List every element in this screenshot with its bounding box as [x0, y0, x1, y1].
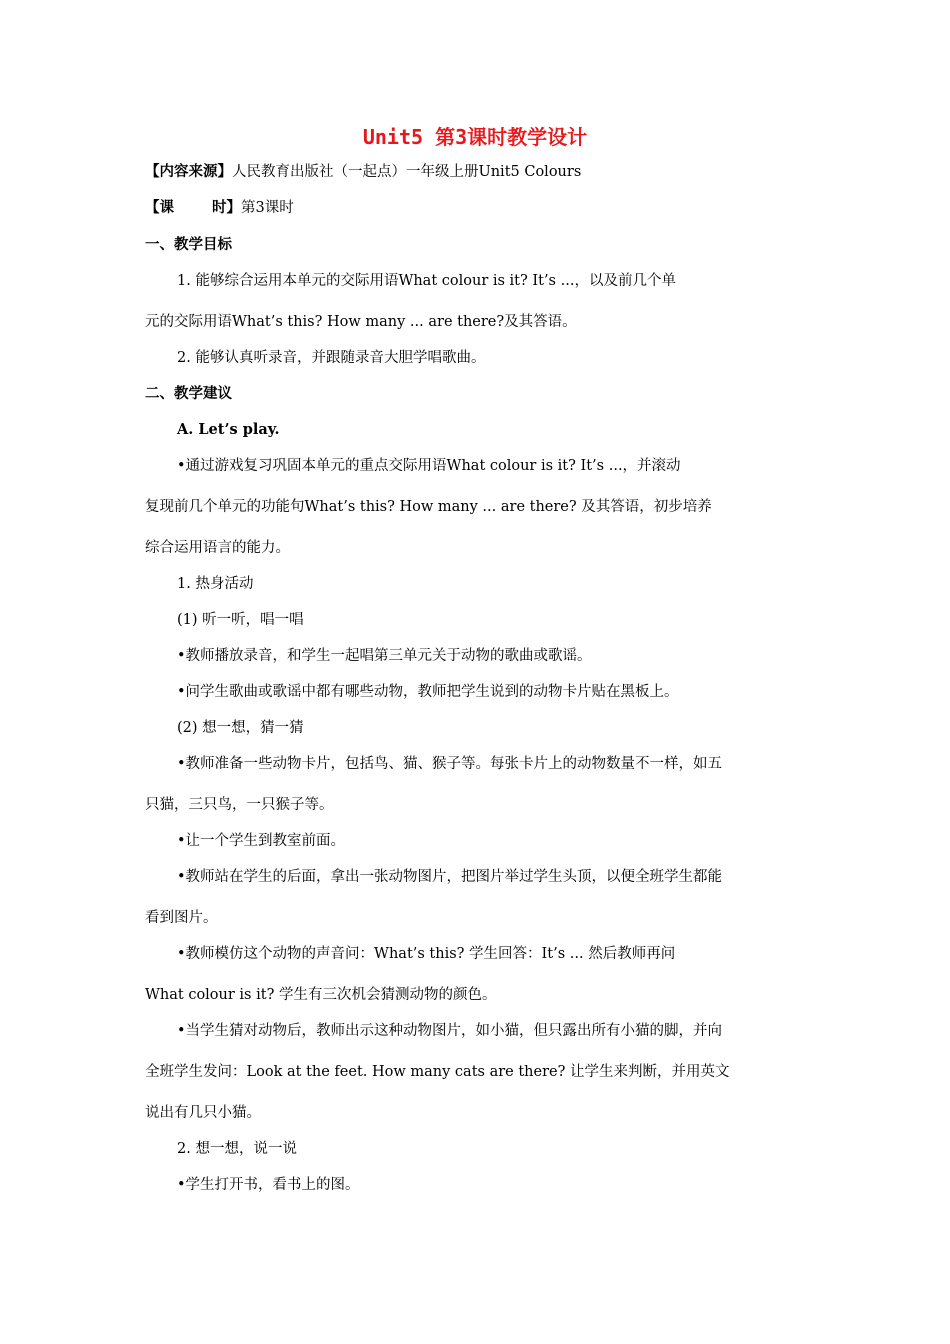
- paragraph-line: •教师播放录音，和学生一起唱第三单元关于动物的歌曲或歌谣。: [177, 648, 592, 664]
- paragraph-line: •通过游戏复习巩固本单元的重点交际用语What colour is it? It’s ...，并滚动: [177, 458, 681, 474]
- paragraph-line: (2) 想一想，猜一猜: [177, 720, 304, 736]
- paragraph-line: 只猫，三只鸟，一只猴子等。: [145, 797, 334, 813]
- source-text: 人民教育出版社（一起点）一年级上册Unit5 Colours: [232, 164, 582, 180]
- paragraph-line: 1. 热身活动: [177, 576, 254, 592]
- period-label-close: 时】: [212, 199, 241, 216]
- paragraph-line: 说出有几只小猫。: [145, 1105, 261, 1121]
- section-heading-objectives: 一、教学目标: [145, 236, 232, 253]
- period-label-open: 【课: [145, 199, 174, 216]
- source-line: [145, 160, 807, 184]
- section-heading-suggestions: 二、教学建议: [145, 385, 232, 402]
- paragraph-line: (1) 听一听，唱一唱: [177, 612, 304, 628]
- paragraph-line: 综合运用语言的能力。: [145, 540, 290, 556]
- paragraph-line: 2. 能够认真听录音，并跟随录音大胆学唱歌曲。: [177, 350, 486, 366]
- paragraph-line: •问学生歌曲或歌谣中都有哪些动物，教师把学生说到的动物卡片贴在黑板上。: [177, 684, 679, 700]
- paragraph-line: 看到图片。: [145, 910, 218, 926]
- subsection-heading: A. Let’s play.: [177, 421, 280, 438]
- paragraph-line: •教师模仿这个动物的声音问：What’s this? 学生回答：It’s ... 然后教师再问: [177, 946, 676, 962]
- paragraph-line: What colour is it? 学生有三次机会猜测动物的颜色。: [145, 987, 497, 1003]
- period-text: 第3课时: [241, 200, 294, 216]
- source-label: 【内容来源】: [145, 163, 232, 180]
- page-title: Unit5 第3课时教学设计: [362, 125, 588, 149]
- paragraph-line: •教师准备一些动物卡片，包括鸟、猫、猴子等。每张卡片上的动物数量不一样，如五: [177, 756, 723, 772]
- paragraph-line: •学生打开书，看书上的图。: [177, 1177, 360, 1193]
- paragraph-line: •让一个学生到教室前面。: [177, 833, 346, 849]
- paragraph-line: 2. 想一想，说一说: [177, 1141, 297, 1157]
- paragraph-line: 元的交际用语What’s this? How many ... are there?及其答语。: [145, 314, 577, 330]
- paragraph-line: •当学生猜对动物后，教师出示这种动物图片，如小猫，但只露出所有小猫的脚，并向: [177, 1023, 723, 1039]
- paragraph-line: 复现前几个单元的功能句What’s this? How many ... are there? 及其答语，初步培养: [145, 499, 712, 515]
- paragraph-line: 全班学生发问：Look at the feet. How many cats are there? 让学生来判断，并用英文: [145, 1064, 730, 1080]
- paragraph-line: 1. 能够综合运用本单元的交际用语What colour is it? It’s ...，以及前几个单: [177, 273, 676, 289]
- paragraph-line: •教师站在学生的后面，拿出一张动物图片，把图片举过学生头顶，以便全班学生都能: [177, 869, 723, 885]
- period-line: [145, 196, 807, 220]
